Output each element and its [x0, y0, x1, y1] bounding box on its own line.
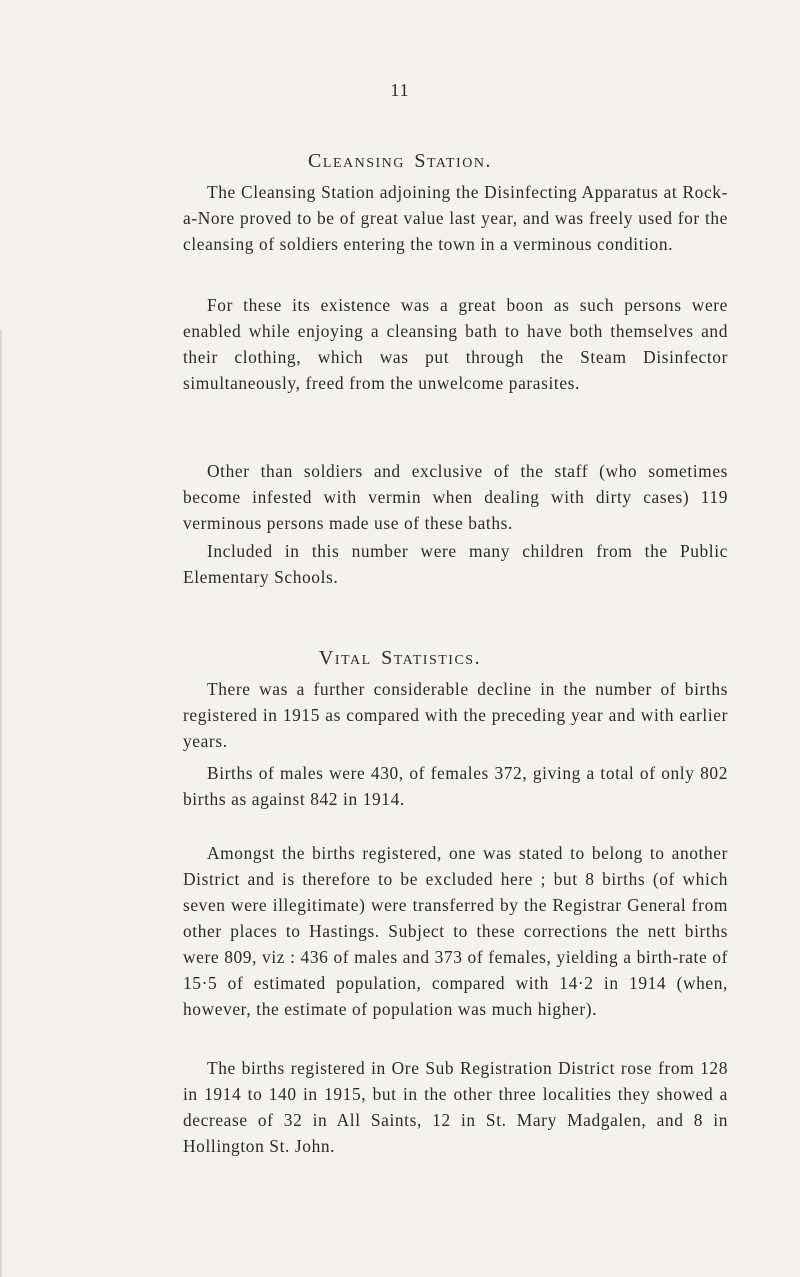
paragraph-vital-2: Births of males were 430, of females 372, giving a total of only 802 births as against 842 in 1914.	[183, 763, 728, 809]
page-edge-shadow	[0, 330, 3, 1277]
paragraph-cleansing-3: Other than soldiers and exclusive of the staff (who sometimes become infested with vermin when dealing with dirty cases) 119 verminous persons made use of these baths.	[183, 461, 728, 533]
paragraph-vital-1: There was a further considerable decline in the number of births registered in 1915 as compared with the preceding year and with earlier years.	[183, 679, 728, 751]
section-heading-cleansing-station: Cleansing Station.	[308, 150, 492, 172]
paragraph-vital-4: The births registered in Ore Sub Registration District rose from 128 in 1914 to 140 in 1915, but in the other three localities they showed a decrease of 32 in All Saints, 12 in St. Mary Madgalen, and 8 in Hollington St. John.	[183, 1058, 728, 1156]
paragraph-cleansing-1: The Cleansing Station adjoining the Disinfecting Apparatus at Rock-a-Nore proved to be of great value last year, and was freely used for the cleansing of soldiers entering the town in a verminous condition.	[183, 182, 728, 254]
page-number: 11	[390, 80, 410, 100]
section-heading-vital-statistics: Vital Statistics.	[318, 647, 482, 669]
paragraph-vital-3: Amongst the births registered, one was stated to belong to another District and is therefore to be excluded here ; but 8 births (of which seven were illegitimate) were transferred by the Registrar General from other places to Hastings. Subject to these corrections the nett births were 809, viz : 436 of males and 373 of females, yielding a birth-rate of 15·5 of estimated population, compared with 14·2 in 1914 (when, however, the estimate of population was much higher).	[183, 843, 728, 1019]
paragraph-cleansing-4: Included in this number were many children from the Public Elementary Schools.	[183, 541, 728, 587]
paragraph-cleansing-2: For these its existence was a great boon as such persons were enabled while enjoying a cleansing bath to have both themselves and their clothing, which was put through the Steam Disinfector simultaneously, freed from the unwelcome parasites.	[183, 295, 728, 393]
